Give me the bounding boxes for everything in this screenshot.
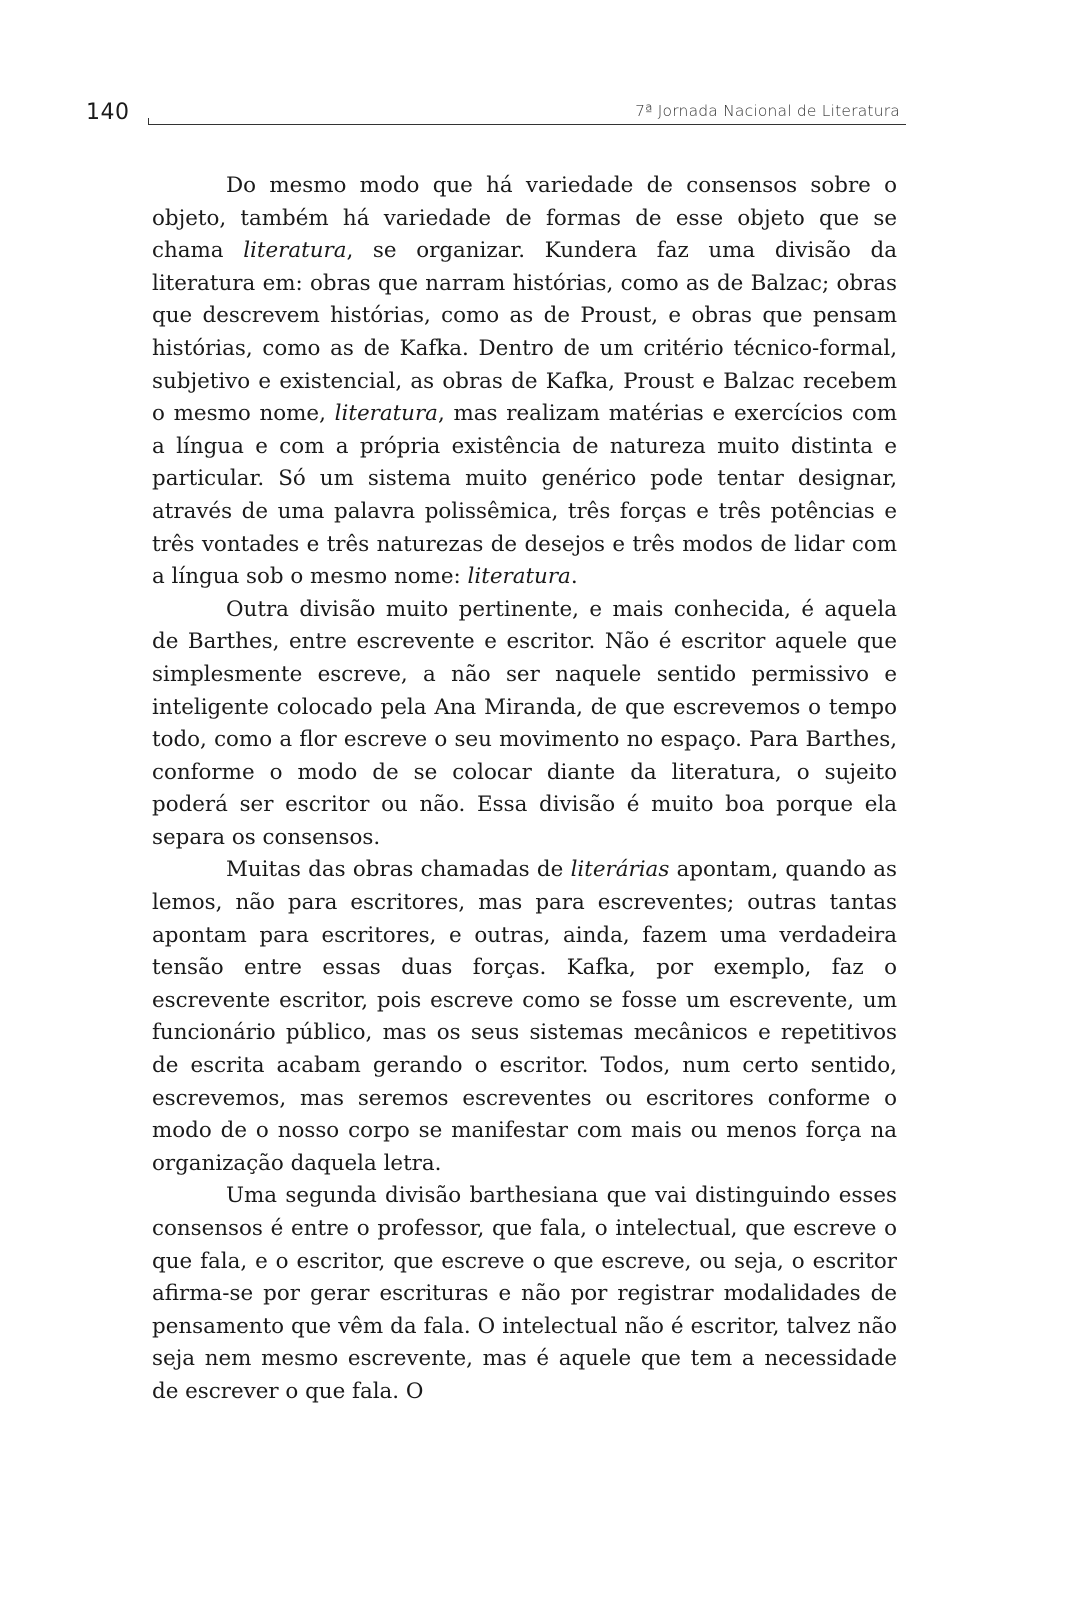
running-title: 7ª Jornada Nacional de Literatura	[635, 102, 900, 120]
paragraph	[152, 594, 897, 855]
text-segment: Outra divisão muito pertinente, e mais conhecida, é aquela de Barthes, entre escrevente e escritor. Não é escritor aquele que simplesmente escreve, a não ser naquele sentido permissivo e inteligente colocado pela Ana Miranda, de que escrevemos o tempo todo, como a flor escreve o seu movimento no espaço. Para Barthes, conforme o modo de se colocar diante da literatura, o sujeito poderá ser escritor ou não. Essa divisão é muito boa porque ela separa os consensos.	[152, 596, 897, 850]
text-segment: apontam, quando as lemos, não para escritores, mas para escreventes; outras tantas apontam para escritores, e outras, ainda, fazem uma verdadeira tensão entre essas duas forças. Kafka, por exemplo, faz o escrevente escritor, pois escreve como se fosse um escrevente, um funcionário público, mas os seus sistemas mecânicos e repetitivos de escrita acabam gerando o escritor. Todos, num certo sentido, escrevemos, mas seremos escreventes ou escritores conforme o modo de o nosso corpo se manifestar com mais ou menos força na organização daquela letra.	[152, 857, 897, 1176]
header-rule	[148, 124, 906, 125]
page-number: 140	[86, 100, 130, 125]
text-segment: , se organizar. Kundera faz uma divisão da literatura em: obras que narram histórias, como as de Balzac; obras que descrevem histórias, como as de Proust, e obras que pensam histórias, como as de Kafka. Dentro de um critério técnico-formal, subjetivo e existencial, as obras de Kafka, Proust e Balzac recebem o mesmo nome,	[152, 238, 897, 427]
text-segment: , mas realizam matérias e exercícios com a língua e com a própria existência de natureza muito distinta e particular. Só um sistema muito genérico pode tentar designar, através de uma palavra polissêmica, três forças e três potências e três vontades e três naturezas de desejos e três modos de lidar com a língua sob o mesmo nome:	[152, 401, 897, 590]
text-segment: Uma segunda divisão barthesiana que vai distinguindo esses consensos é entre o professor, que fala, o intelectual, que escreve o que fala, e o escritor, que escreve o que escreve, ou seja, o escritor afirma-se por gerar escrituras e não por registrar modalidades de pensamento que vêm da fala. O intelectual não é escritor, talvez não seja nem mesmo escrevente, mas é aquele que tem a necessidade de escrever o que fala. O	[152, 1183, 897, 1404]
page-header	[86, 98, 906, 128]
paragraph	[152, 170, 897, 594]
text-segment: Muitas das obras chamadas de	[226, 857, 571, 883]
paragraph	[152, 854, 897, 1180]
emphasis-segment: literatura	[334, 401, 438, 427]
emphasis-segment: literatura	[467, 564, 571, 590]
text-segment: Do mesmo modo que há variedade de consensos sobre o objeto, também há variedade de formas de esse objeto que se chama	[152, 173, 897, 264]
body-text	[152, 170, 897, 1409]
text-segment: .	[570, 564, 578, 590]
paragraph	[152, 1180, 897, 1408]
emphasis-segment: literatura	[243, 238, 347, 264]
emphasis-segment: literárias	[570, 857, 670, 883]
